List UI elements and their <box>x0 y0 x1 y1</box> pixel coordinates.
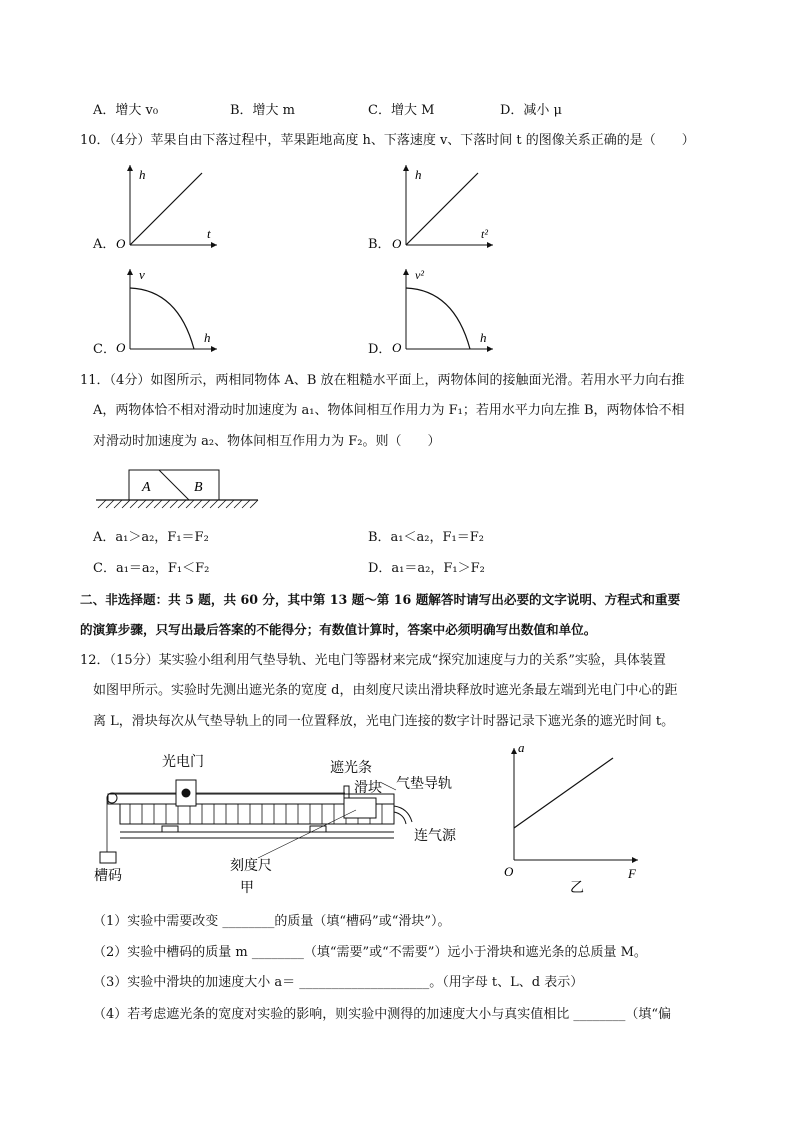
graph-b-xlabel: t² <box>481 227 488 241</box>
q11-option-d: D．a₁＝a₂，F₁＞F₂ <box>368 561 485 576</box>
graph-b-ylabel: h <box>415 167 422 182</box>
graph-ylabel: a <box>518 740 525 755</box>
label-light-strip: 遮光条 <box>330 761 372 776</box>
weights-block <box>100 852 116 863</box>
q10-graph-d <box>388 264 498 359</box>
q12-sub-2: （2）实验中槽码的质量 m ________（填“需要”或“不需要”）远小于滑块和遮光条的总质量 M。 <box>93 945 647 960</box>
block-b-label: B <box>194 480 203 495</box>
q12-stem-line-2: 如图甲所示。实验时先测出遮光条的宽度 d，由刻度尺读出滑块释放时遮光条最左端到光电门中心的距 <box>93 683 678 698</box>
q9-option-d: D．减小 μ <box>500 103 563 118</box>
light-strip <box>344 786 349 798</box>
section2-heading-line-2: 的演算步骤，只写出最后答案的不能得分；有数值计算时，答案中必须明确写出数值和单位。 <box>80 622 597 637</box>
label-weights: 槽码 <box>94 869 122 884</box>
label-air-source: 连气源 <box>414 829 456 844</box>
left-foot <box>162 826 178 832</box>
q12-stem-line-1: 12．（15分）某实验小组利用气垫导轨、光电门等器材来完成“探究加速度与力的关系”实验，具体装置 <box>80 653 666 668</box>
graph-c-origin: O <box>116 340 126 355</box>
graph-a-line <box>130 173 202 245</box>
q9-option-b: B．增大 m <box>230 103 296 118</box>
graph-c-curve <box>130 288 194 349</box>
q10-label-b: B． <box>368 237 391 252</box>
graph-b-origin: O <box>392 236 402 251</box>
q11-option-c: C．a₁＝a₂，F₁＜F₂ <box>93 561 210 576</box>
q9-option-a: A．增大 v₀ <box>93 103 159 118</box>
graph-caption: 乙 <box>570 881 584 896</box>
contact-surface <box>159 470 189 500</box>
graph-xlabel: F <box>628 866 636 881</box>
ground-hatch <box>98 500 258 508</box>
q11-option-b: B．a₁＜a₂，F₁＝F₂ <box>368 530 484 545</box>
label-fig-a: 甲 <box>240 881 254 896</box>
q10-label-d: D． <box>368 342 392 357</box>
q12-graph-figure <box>500 738 650 898</box>
q12-stem-line-3: 离 L，滑块每次从气垫导轨上的同一位置释放，光电门连接的数字计时器记录下遮光条的遮光时间 t。 <box>93 714 675 729</box>
slider-block <box>344 798 376 818</box>
q10-graph-b <box>388 160 498 255</box>
air-hose <box>394 806 412 822</box>
section2-heading-line-1: 二、非选择题：共 5 题，共 60 分，其中第 13 题～第 16 题解答时请写出必要的文字说明、方程式和重要 <box>80 592 681 607</box>
label-photogate: 光电门 <box>162 755 204 770</box>
q11-figure <box>92 462 262 514</box>
q11-stem-line-2: A，两物体恰不相对滑动时加速度为 a₁、物体间相互作用力为 F₁；若用水平力向左推 B，两物体恰不相 <box>93 403 685 418</box>
q11-stem-line-1: 11．（4分）如图所示，两相同物体 A、B 放在粗糙水平面上，两物体间的接触面光滑。若用水平力向右推 <box>80 373 685 388</box>
graph-d-curve <box>406 288 470 349</box>
label-ruler: 刻度尺 <box>230 859 272 874</box>
graph-a-origin: O <box>116 236 126 251</box>
graph-line <box>514 758 613 828</box>
q10-graph-a <box>112 160 222 255</box>
graph-a-ylabel: h <box>139 167 146 182</box>
q12-sub-1: （1）实验中需要改变 ________的质量（填“槽码”或“滑块”）。 <box>93 914 451 929</box>
graph-d-xlabel: h <box>480 330 487 345</box>
q12-apparatus-figure <box>90 740 470 900</box>
q10-graph-c <box>112 264 222 359</box>
q12-sub-3: （3）实验中滑块的加速度大小 a＝ ____________________。（用字母 t、L、d 表示） <box>93 975 584 990</box>
graph-c-ylabel: v <box>139 267 145 282</box>
q10-stem: 10．（4分）苹果自由下落过程中，苹果距地高度 h、下落速度 v、下落时间 t 的图像关系正确的是（ ） <box>80 133 695 148</box>
q10-label-c: C． <box>93 342 116 357</box>
graph-d-ylabel: v² <box>415 268 424 282</box>
graph-d-origin: O <box>392 340 402 355</box>
q11-option-a: A．a₁＞a₂，F₁＝F₂ <box>93 530 209 545</box>
q11-stem-line-3: 对滑动时加速度为 a₂、物体间相互作用力为 F₂。则（ ） <box>93 434 441 449</box>
label-slider: 滑块 <box>354 781 382 796</box>
label-air-track: 气垫导轨 <box>396 777 452 792</box>
graph-a-xlabel: t <box>207 226 211 241</box>
graph-b-line <box>406 173 478 245</box>
block-a-label: A <box>142 480 151 495</box>
graph-origin: O <box>504 864 514 879</box>
q10-label-a: A． <box>93 237 116 252</box>
graph-c-xlabel: h <box>204 330 211 345</box>
q9-option-c: C．增大 M <box>368 103 435 118</box>
q12-sub-4: （4）若考虑遮光条的宽度对实验的影响，则实验中测得的加速度大小与真实值相比 ________（填“偏 <box>93 1007 672 1022</box>
